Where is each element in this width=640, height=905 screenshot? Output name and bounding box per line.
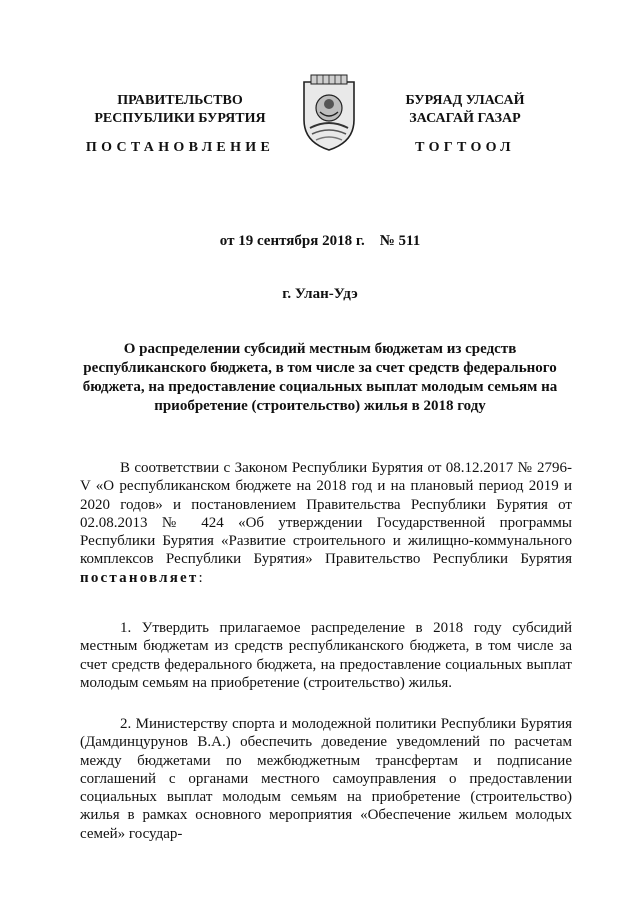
decree-date-number: от 19 сентября 2018 г. № 511: [219, 233, 421, 249]
decree-word: постановляет: [80, 569, 199, 586]
government-name-ru-line1: ПРАВИТЕЛЬСТВО: [117, 93, 243, 108]
government-name-bua-line1: БУРЯАД УЛАСАЙ: [405, 93, 525, 108]
government-name-bua-line2: ЗАСАГАЙ ГАЗАР: [409, 111, 521, 126]
government-name-buryat: [370, 92, 560, 128]
coat-of-arms-icon: [298, 72, 360, 154]
doc-type-buryat: ТОГТООЛ: [415, 140, 515, 155]
item-1-paragraph: 1. Утвердить прилагаемое распределение в 2018 году субсидий местным бюджетам из средств республиканского бюджета, в том числе за счет средств федерального бюджета, на предоставление социальных выплат молодым семьям на приобретение (строительство) жилья.: [80, 620, 572, 691]
government-name-ru-line2: РЕСПУБЛИКИ БУРЯТИЯ: [94, 111, 266, 126]
government-name-russian: [80, 92, 280, 128]
doc-type-russian: ПОСТАНОВЛЕНИЕ: [85, 140, 275, 155]
decree-colon: :: [198, 569, 203, 586]
item-2-paragraph: 2. Министерству спорта и молодежной политики Республики Бурятия (Дамдинцурунов В.А.) обеспечить доведение уведомлений по расчетам между бюджетами по межбюджетным трансфертам и подписание соглашений с органами местного самоуправления о предоставлении социальных выплат молодым семьям на приобретение (строительство) жилья в рамках основного мероприятия «Обеспечение жильем молодых семей» государ-: [80, 716, 572, 842]
decree-place: г. Улан-Удэ: [282, 286, 358, 302]
preamble-paragraph: [80, 459, 572, 587]
decree-subject: О распределении субсидий местным бюджетам из средств республиканского бюджета, в том числе за счет средств федерального бюджета, на предоставление социальных выплат молодым семьям на приобретение (строительство) жилья в 2018 году: [82, 341, 558, 414]
preamble-text: В соответствии с Законом Республики Бурятия от 08.12.2017 № 2796-V «О республиканском бюджете на 2018 год и на плановый период 2019 и 2020 годов» и постановлением Правительства Республики Бурятия от 02.08.2013 № 424 «Об утверждении Государственной программы Республики Бурятия «Развитие строительного и жилищно-коммунального комплексов Республики Бурятия» Правительство Республики Бурятия: [80, 460, 572, 568]
